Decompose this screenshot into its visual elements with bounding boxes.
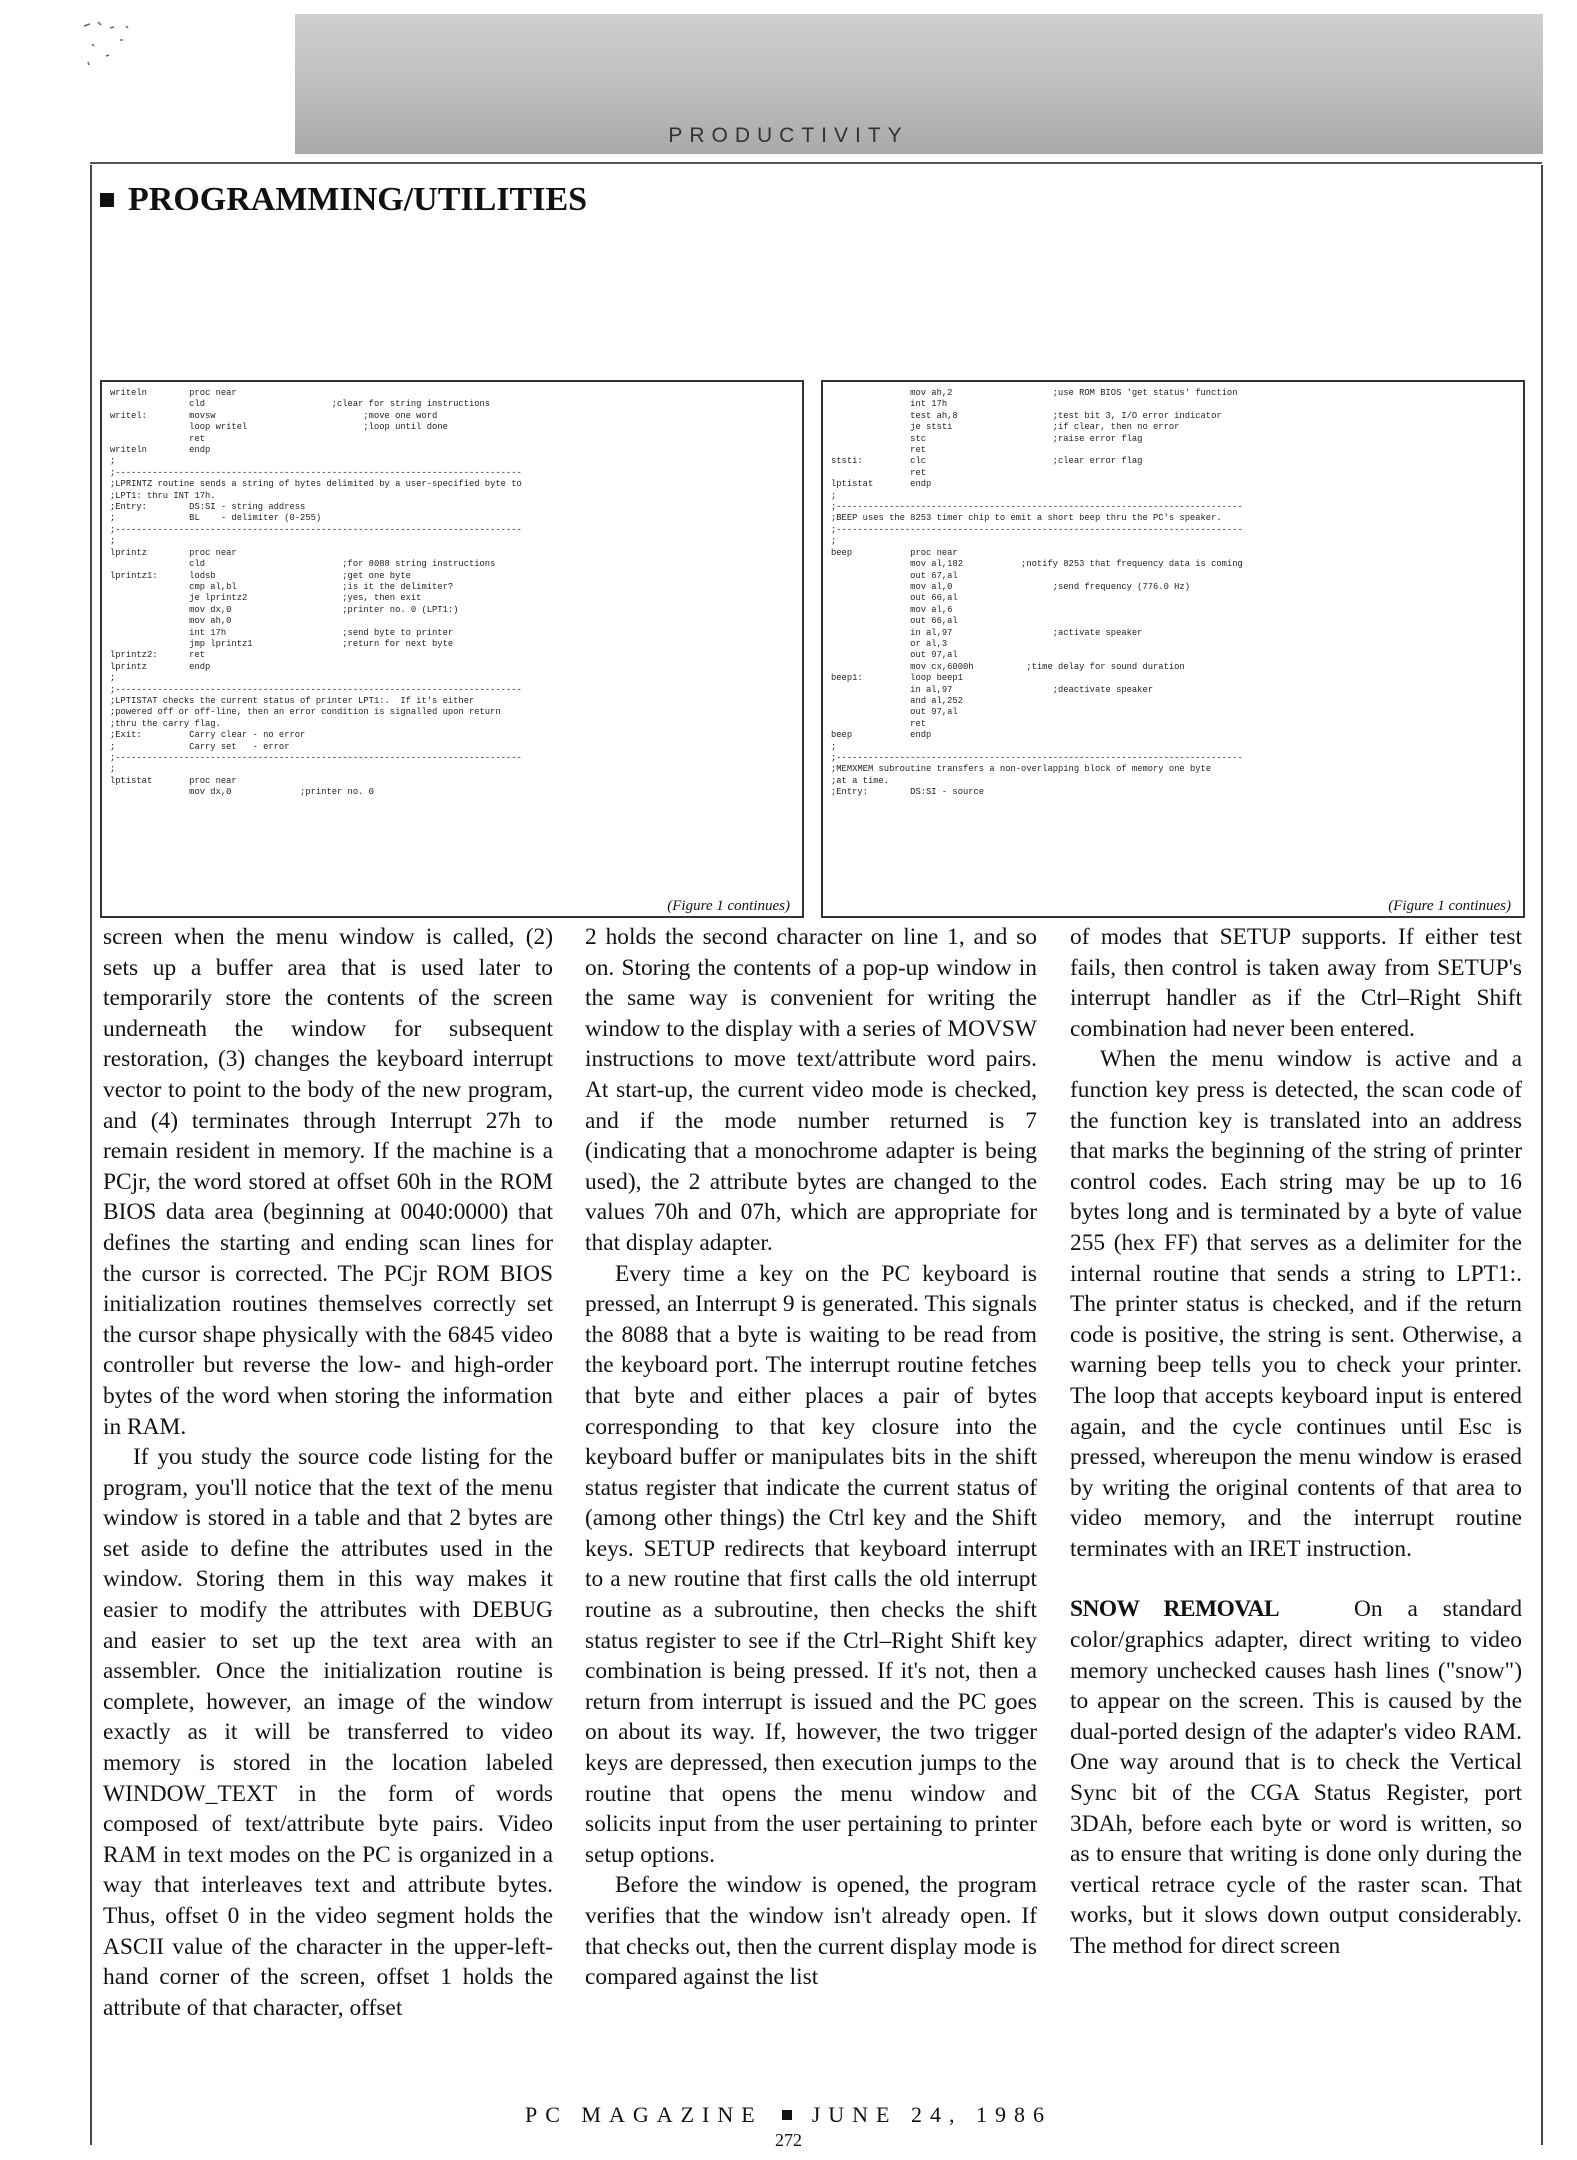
figure-1-right-code: mov ah,2 ;use ROM BIOS 'get status' function int 17h test ah,8 ;test bit 3, I/O error indicator je ststi ;if clear, then no error stc ;raise error flag ret ststi: clc ;clear error flag ret lptistat endp ; ;----------------------------------------------------------------------------- ;BEEP uses the 8253 timer chip to emit a short beep thru the PC's speaker. ;----------------------------------------------------------------------------- ; beep proc near mov al,182 ;notify 8253 that frequency data is coming out 67,al mov al,0 ;send frequency (776.0 Hz) out 66,al mov al,6 out 66,al in al,97 ;activate speaker or al,3 out 97,al mov cx,6000h ;time delay for sound duration beep1: loop beep1 in al,97 ;deactivate speaker and al,252 out 97,al ret beep endp ; ;----------------------------------------------------------------------------- ;MEMXMEM subroutine transfers a non-overlapping block of memory one byte ;at a time. ;Entry: DS:SI - source [831, 388, 1243, 798]
column-middle-para-1: 2 holds the second character on line 1, and so on. Storing the contents of a pop-up window in the same way is convenient for writing the window to the display with a series of MOVSW instructions to move text/attribute word pairs. At start-up, the current video mode is checked, and if the mode number returned is 7 (indicating that a monochrome adapter is being used), the 2 attribute bytes are changed to the values 70h and 07h, which are appropriate for that display adapter. [585, 924, 1037, 1256]
section-title [100, 178, 587, 222]
snow-removal-heading: SNOW REMOVAL [1070, 1596, 1280, 1623]
snow-removal-text: On a standard color/graphics adapter, direct writing to video memory unchecked causes hash lines ("snow") to appear on the screen. This is caused by the dual-ported design of the adapter's video RAM. One way around that is to check the Vertical Sync bit of the CGA Status Register, port 3DAh, before each byte or word is written, so as to ensure that writing is done only during the vertical retrace cycle of the raster scan. That works, but it slows down output considerably. The method for direct screen [1070, 1596, 1522, 1959]
top-rule [90, 162, 1542, 164]
section-title-text: PROGRAMMING/UTILITIES [128, 181, 588, 218]
bullet-icon [100, 193, 114, 207]
column-right-para-1: of modes that SETUP supports. If either test fails, then control is taken away from SETUP's interrupt handler as if the Ctrl–Right Shift combination had never been entered. [1070, 924, 1522, 1042]
column-middle-para-3: Before the window is opened, the program verifies that the window isn't already open. If that checks out, then the current display mode is compared against the list [585, 1872, 1037, 1991]
section-label: PRODUCTIVITY [668, 124, 909, 147]
column-left-para-2: If you study the source code listing for the program, you'll notice that the text of the menu window is stored in a table and that 2 bytes are set aside to define the attributes used in the window. Storing them in this way makes it easier to modify the attributes with DEBUG and easier to set up the text area with an assembler. Once the initialization routine is complete, however, an image of the window exactly as it will be transferred to video memory is stored in the location labeled WINDOW_TEXT in the form of words composed of text/attribute byte pairs. Video RAM in text modes on the PC is organized in a way that interleaves text and attribute bytes. Thus, offset 0 in the video segment holds the ASCII value of the character in the upper-left-hand corner of the screen, offset 1 holds the attribute of that character, offset [103, 1444, 553, 2021]
column-right [1070, 922, 1522, 2082]
footer-magazine: PC MAGAZINE [524, 2102, 763, 2127]
footer-date: JUNE 24, 1986 [811, 2102, 1052, 2127]
figure-1-right-caption: (Figure 1 continues) [1388, 897, 1511, 914]
left-margin-rule [90, 165, 92, 2145]
footer-separator-icon [782, 2110, 792, 2120]
page-number: 272 [775, 2130, 802, 2150]
right-margin-rule [1541, 165, 1543, 2145]
figure-1-right [821, 380, 1525, 918]
column-left [103, 922, 553, 2082]
figure-1-left-caption: (Figure 1 continues) [667, 897, 790, 914]
footer [0, 2102, 1577, 2128]
column-middle-para-2: Every time a key on the PC keyboard is pressed, an Interrupt 9 is generated. This signals the 8088 that a byte is waiting to be read from the keyboard port. The interrupt routine fetches that byte and either places a pair of bytes corresponding to that key closure into the keyboard buffer or manipulates bits in the shift status register that indicate the current status of (among other things) the Ctrl key and the Shift keys. SETUP redirects that keyboard interrupt to a new routine that first calls the old interrupt routine as a subroutine, then checks the shift status register to see if the Ctrl–Right Shift key combination is being pressed. If it's not, then a return from interrupt is issued and the PC goes on about its way. If, however, the two trigger keys are depressed, then execution jumps to the routine that opens the menu window and solicits input from the user pertaining to printer setup options. [585, 1260, 1037, 1868]
figure-1-left [100, 380, 804, 918]
column-right-para-2: When the menu window is active and a function key press is detected, the scan code of the function key is translated into an address that marks the beginning of the string of printer control codes. Each string may be up to 16 bytes long and is terminated by a byte of value 255 (hex FF) that serves as a delimiter for the internal routine that sends a string to LPT1:. The printer status is checked, and if the return code is positive, the string is sent. Otherwise, a warning beep tells you to check your printer. The loop that accepts keyboard input is entered again, and the cycle continues until Esc is pressed, whereupon the menu window is erased by writing the original contents of that area to video memory, and the interrupt routine terminates with an IRET instruction. [1070, 1046, 1522, 1562]
column-left-para-1: screen when the menu window is called, (2) sets up a buffer area that is used later to temporarily store the contents of the screen underneath the window for subsequent restoration, (3) changes the keyboard interrupt vector to point to the body of the new program, and (4) terminates through Interrupt 27h to remain resident in memory. If the machine is a PCjr, the word stored at offset 60h in the ROM BIOS data area (beginning at 0040:0000) that defines the starting and ending scan lines for the cursor is corrected. The PCjr ROM BIOS initialization routines themselves correctly set the cursor shape physically with the 6845 video controller but reverse the low- and high-order bytes of the word when storing the information in RAM. [103, 924, 553, 1440]
column-middle [585, 922, 1037, 2082]
scan-marks [80, 16, 190, 86]
figure-1-left-code: writeln proc near cld ;clear for string instructions writel: movsw ;move one word loop writel ;loop until done ret writeln endp ; ;----------------------------------------------------------------------------- ;LPRINTZ routine sends a string of bytes delimited by a user-specified byte to ;LPT1: thru INT 17h. ;Entry: DS:SI - string address ; BL - delimiter (0-255) ;----------------------------------------------------------------------------- ; lprintz proc near cld ;for 8088 string instructions lprintz1: lodsb ;get one byte cmp al,bl ;is it the delimiter? je lprintz2 ;yes, then exit mov dx,0 ;printer no. 0 (LPT1:) mov ah,0 int 17h ;send byte to printer jmp lprintz1 ;return for next byte lprintz2: ret lprintz endp ; ;----------------------------------------------------------------------------- ;LPTISTAT checks the current status of printer LPT1:. If it's either ;powered off or off-line, then an error condition is signalled upon return ;thru the carry flag. ;Exit: Carry clear - no error ; Carry set - error ;----------------------------------------------------------------------------- ; lptistat proc near mov dx,0 ;printer no. 0 [110, 388, 522, 798]
column-right-para-3 [1070, 1594, 1522, 1961]
